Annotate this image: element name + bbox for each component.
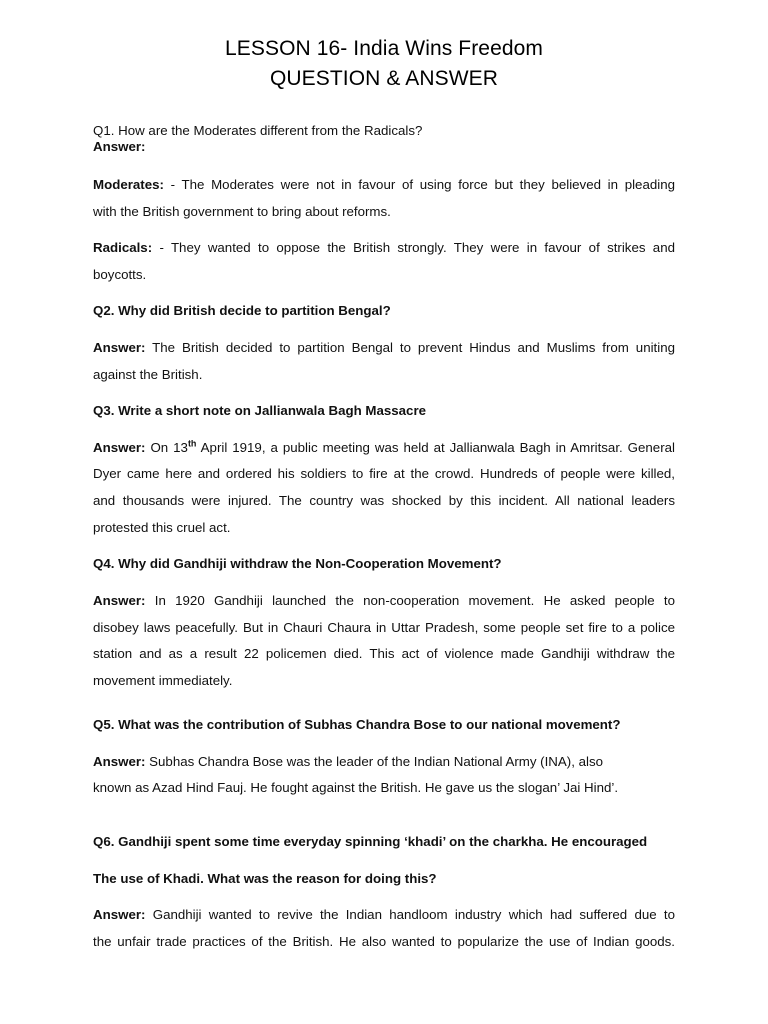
q3-answer-line-3: and thousands were injured. The country was shocked by this incident. All national leaders	[93, 493, 675, 508]
radicals-label: Radicals:	[93, 240, 153, 255]
moderates-line-1: - The Moderates were not in favour of using force but they believed in pleading	[163, 177, 675, 192]
q2-question	[93, 297, 675, 324]
q6-question-line-1-wrap	[93, 828, 675, 855]
q6-answer-line-2: the unfair trade practices of the British. He also wanted to popularize the use of Indian goods.	[93, 934, 675, 949]
radicals-line-2: boycotts.	[93, 267, 147, 282]
q3-question-text: Q3. Write a short note on Jallianwala Bagh Massacre	[93, 403, 427, 418]
q5-answer-line-1-wrap	[93, 748, 675, 775]
q3-answer-line-4: protested this cruel act.	[93, 520, 231, 535]
q3-answer-line-4-wrap	[93, 514, 675, 541]
q3-answer-line-1a: On 13	[145, 440, 188, 455]
q5-answer-line-2: known as Azad Hind Fauj. He fought against the British. He gave us the slogan’ Jai Hind’.	[93, 780, 619, 795]
q6-answer-line-1-wrap	[93, 901, 675, 928]
q3-answer-line-1-wrap	[93, 434, 675, 461]
q4-answer-line-3-wrap	[93, 640, 675, 667]
q3-question	[93, 397, 675, 424]
q1-moderates-line-2-wrap	[93, 198, 675, 225]
q4-answer-line-2-wrap	[93, 614, 675, 641]
q5-answer-line-2-wrap	[93, 774, 675, 801]
q2-answer	[93, 334, 675, 361]
q6-answer-label: Answer:	[93, 907, 146, 922]
q4-answer-line-4: movement immediately.	[93, 673, 233, 688]
q3-answer-line-1b: April 1919, a public meeting was held at Jallianwala Bagh in Amritsar. General	[196, 440, 675, 455]
q3-answer-superscript: th	[187, 438, 197, 449]
q1-radicals-paragraph	[93, 234, 675, 261]
q2-answer-line-1: The British decided to partition Bengal to prevent Hindus and Muslims from uniting	[145, 340, 675, 355]
q5-question	[93, 711, 675, 738]
q1-question	[93, 123, 675, 155]
q2-answer-line-2-wrap	[93, 361, 675, 388]
q4-answer-line-1: In 1920 Gandhiji launched the non-cooperation movement. He asked people to	[145, 593, 675, 608]
q5-question-text: Q5. What was the contribution of Subhas Chandra Bose to our national movement?	[93, 717, 621, 732]
q2-answer-label: Answer:	[93, 340, 146, 355]
q4-answer-line-4-wrap	[93, 667, 675, 694]
lesson-title: LESSON 16- India Wins Freedom	[224, 37, 544, 60]
q1-moderates-paragraph	[93, 171, 675, 198]
q3-answer-line-3-wrap	[93, 487, 675, 514]
q4-question-text: Q4. Why did Gandhiji withdraw the Non-Cooperation Movement?	[93, 556, 502, 571]
radicals-line-1: - They wanted to oppose the British strongly. They were in favour of strikes and	[152, 240, 675, 255]
q4-answer-line-3: station and as a result 22 policemen died. This act of violence made Gandhiji withdraw the	[93, 646, 675, 661]
q6-question-line-1: Q6. Gandhiji spent some time everyday spinning ‘khadi’ on the charkha. He encouraged	[93, 834, 648, 849]
q2-answer-line-2: against the British.	[93, 367, 203, 382]
q3-answer-label: Answer:	[93, 440, 146, 455]
q5-answer-line-1: Subhas Chandra Bose was the leader of the Indian National Army (INA), also	[145, 754, 603, 769]
moderates-line-2: with the British government to bring about reforms.	[93, 204, 391, 219]
q4-answer-label: Answer:	[93, 593, 146, 608]
q1-answer-label: Answer:	[93, 139, 146, 154]
q6-question-line-2-wrap	[93, 865, 675, 892]
q3-answer-line-2: Dyer came here and ordered his soldiers to fire at the crowd. Hundreds of people were killed,	[93, 466, 675, 481]
section-title: QUESTION & ANSWER	[269, 67, 499, 90]
q4-question	[93, 550, 675, 577]
q6-question-line-2: The use of Khadi. What was the reason for doing this?	[93, 871, 437, 886]
q6-answer-line-2-wrap	[93, 928, 675, 955]
q1-question-text: Q1. How are the Moderates different from the Radicals?	[93, 123, 423, 138]
q6-answer-line-1: Gandhiji wanted to revive the Indian handloom industry which had suffered due to	[145, 907, 675, 922]
moderates-label: Moderates:	[93, 177, 164, 192]
q3-answer-line-2-wrap	[93, 460, 675, 487]
q4-answer-line-1-wrap	[93, 587, 675, 614]
q1-radicals-line-2-wrap	[93, 261, 675, 288]
q2-question-text: Q2. Why did British decide to partition Bengal?	[93, 303, 391, 318]
q4-answer-line-2: disobey laws peacefully. But in Chauri Chaura in Uttar Pradesh, some people set fire to a police	[93, 620, 675, 635]
q5-answer-label: Answer:	[93, 754, 146, 769]
